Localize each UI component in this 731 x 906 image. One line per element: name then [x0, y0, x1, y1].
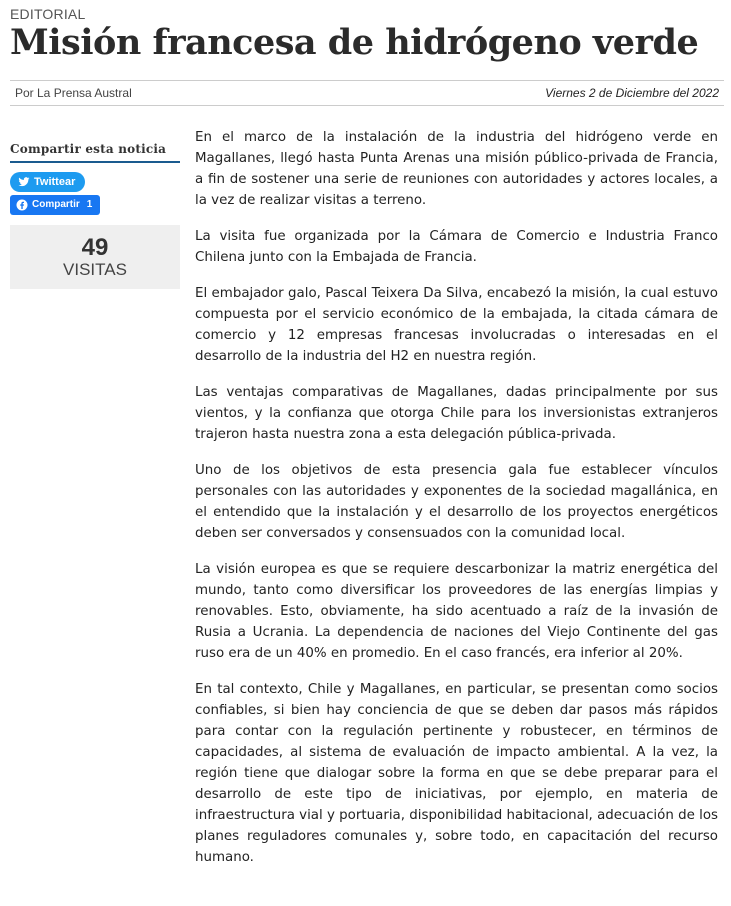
section-label: EDITORIAL: [10, 6, 86, 22]
meta-bar: [10, 80, 724, 106]
facebook-share-label: Compartir: [32, 199, 80, 210]
visits-label: VISITAS: [63, 260, 127, 279]
facebook-share-count: 1: [86, 199, 93, 210]
visits-count: 49: [81, 234, 109, 261]
article-paragraph: En el marco de la instalación de la industria del hidrógeno verde en Magallanes, llegó hasta Punta Arenas una misión público-privada de Francia, a fin de sostener una serie de reuniones con autoridades y actores locales, a la vez de realizar visitas a terreno.: [195, 130, 718, 208]
twitter-bird-icon: [18, 176, 30, 188]
facebook-icon: [16, 199, 28, 211]
article-paragraph: La visita fue organizada por la Cámara de Comercio e Industria Franco Chilena junto con la Embajada de Francia.: [195, 229, 718, 265]
author-byline: Por La Prensa Austral: [15, 86, 132, 100]
article-paragraph: El embajador galo, Pascal Teixera Da Silva, encabezó la misión, la cual estuvo compuesta por el servicio económico de la embajada, la citada cámara de comercio y 12 empresas francesas involucradas o interesadas en el desarrollo de la industria del H2 en nuestra región.: [195, 286, 718, 364]
visits-counter: [10, 225, 180, 289]
article-body: [195, 127, 718, 883]
twitter-share-label: Twittear: [34, 176, 76, 188]
article-paragraph: Uno de los objetivos de esta presencia gala fue establecer vínculos personales con las autoridades y exponentes de la sociedad magallánica, en el entendido que la instalación y el desarrollo de los proyectos energéticos deben ser conversados y consensuados con la comunidad local.: [195, 463, 718, 541]
publish-date: Viernes 2 de Diciembre del 2022: [545, 86, 719, 100]
facebook-share-button[interactable]: [10, 195, 100, 215]
twitter-share-button[interactable]: [10, 172, 85, 192]
article-paragraph: En tal contexto, Chile y Magallanes, en particular, se presentan como socios confiables, si bien hay conciencia de que se deben dar pasos más rápidos para contar con la regulación pertinente y robustecer, en términos de capacidades, al sistema de evaluación de impacto ambiental. A la vez, la región tiene que dialogar sobre la forma en que se debe preparar para el desarrollo de este tipo de iniciativas, por ejemplo, en materia de infraestructura vial y portuaria, disponibilidad habitacional, adecuación de los planes reguladores comunales y, sobre todo, en capacitación del recurso humano.: [195, 682, 718, 865]
article-title: Misión francesa de hidrógeno verde: [10, 22, 699, 63]
article-paragraph: La visión europea es que se requiere descarbonizar la matriz energética del mundo, tanto como diversificar los proveedores de las energías limpias y renovables. Esto, obviamente, ha sido acentuado a raíz de la invasión de Rusia a Ucrania. La dependencia de naciones del Viejo Continente del gas ruso era de un 40% en promedio. En el caso francés, era inferior al 20%.: [195, 562, 718, 661]
share-sidebar: [10, 142, 180, 279]
article-paragraph: Las ventajas comparativas de Magallanes, dadas principalmente por sus vientos, y la confianza que otorga Chile para los inversionistas extranjeros trajeron hasta nuestra zona a esta delegación pública-privada.: [195, 385, 718, 442]
share-title: Compartir esta noticia: [10, 142, 180, 163]
